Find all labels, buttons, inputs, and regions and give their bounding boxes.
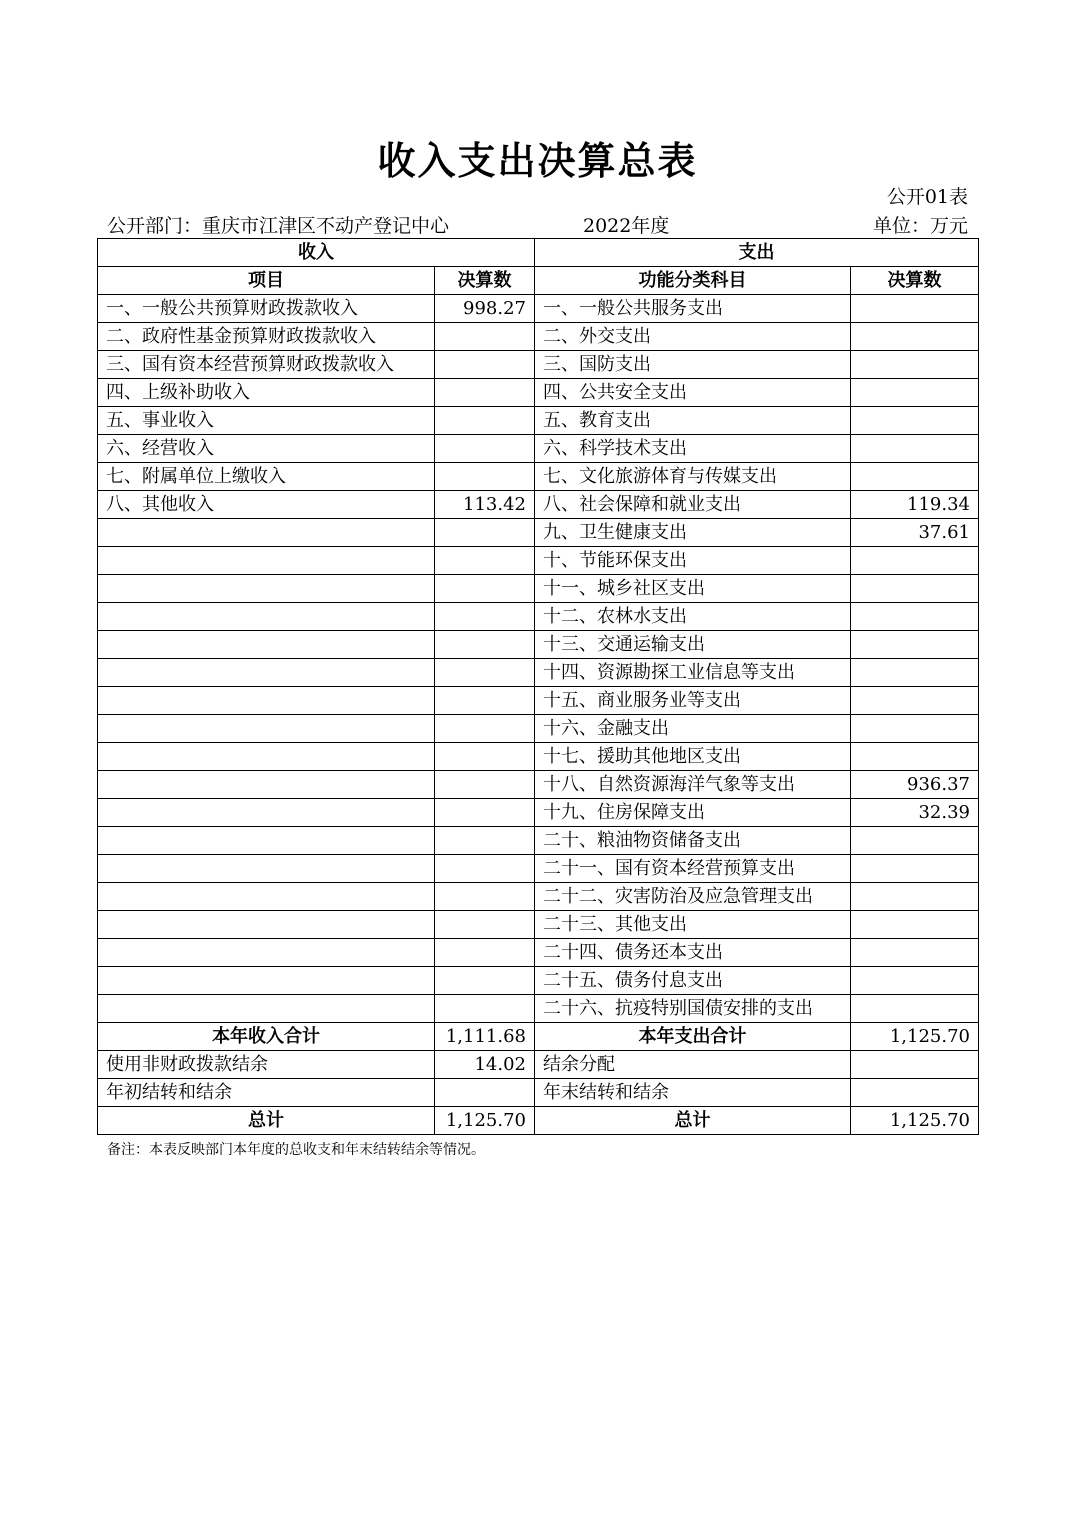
report-meta [107,211,968,237]
income-amount [435,463,535,491]
expense-amount-header: 决算数 [851,267,979,295]
table-row [98,995,979,1023]
table-row [98,659,979,687]
expense-item: 五、教育支出 [535,407,851,435]
income-item [98,575,435,603]
income-amount [435,603,535,631]
expense-amount: 32.39 [851,799,979,827]
income-amount [435,1079,535,1107]
income-amount [435,855,535,883]
expense-item: 四、公共安全支出 [535,379,851,407]
expense-amount [851,295,979,323]
expense-total-amount: 1,125.70 [851,1107,979,1135]
expense-item: 二、外交支出 [535,323,851,351]
table-row [98,911,979,939]
expense-item: 二十一、国有资本经营预算支出 [535,855,851,883]
income-item: 五、事业收入 [98,407,435,435]
expense-item: 二十四、债务还本支出 [535,939,851,967]
income-item: 二、政府性基金预算财政拨款收入 [98,323,435,351]
expense-subtotal-amount: 1,125.70 [851,1023,979,1051]
income-amount [435,911,535,939]
expense-amount: 936.37 [851,771,979,799]
table-row [98,435,979,463]
income-item [98,967,435,995]
expense-amount [851,379,979,407]
income-amount [435,659,535,687]
expense-amount [851,827,979,855]
expense-amount [851,435,979,463]
income-item [98,743,435,771]
expense-item-header: 功能分类科目 [535,267,851,295]
expense-item: 十六、金融支出 [535,715,851,743]
table-row [98,771,979,799]
income-item: 三、国有资本经营预算财政拨款收入 [98,351,435,379]
unit-label: 单位：万元 [872,215,968,237]
summary-table [97,238,979,1135]
total-row [98,1107,979,1135]
expense-amount [851,631,979,659]
fiscal-year: 2022年度 [583,215,670,237]
expense-item: 九、卫生健康支出 [535,519,851,547]
table-row [98,967,979,995]
income-item: 八、其他收入 [98,491,435,519]
table-row [98,743,979,771]
income-group-header: 收入 [98,239,535,267]
expense-item: 二十五、债务付息支出 [535,967,851,995]
income-item: 七、附属单位上缴收入 [98,463,435,491]
group-header-row [98,239,979,267]
income-amount [435,799,535,827]
expense-amount [851,1051,979,1079]
expense-amount [851,659,979,687]
income-item: 一、一般公共预算财政拨款收入 [98,295,435,323]
income-amount: 14.02 [435,1051,535,1079]
income-item [98,687,435,715]
income-amount [435,827,535,855]
income-item: 年初结转和结余 [98,1079,435,1107]
income-amount: 113.42 [435,491,535,519]
income-amount [435,351,535,379]
expense-item: 七、文化旅游体育与传媒支出 [535,463,851,491]
page-title: 收入支出决算总表 [377,139,698,183]
income-amount: 998.27 [435,295,535,323]
income-item [98,883,435,911]
expense-amount [851,323,979,351]
income-amount [435,743,535,771]
expense-item: 十、节能环保支出 [535,547,851,575]
expense-item: 十三、交通运输支出 [535,631,851,659]
expense-item: 十八、自然资源海洋气象等支出 [535,771,851,799]
expense-item: 十九、住房保障支出 [535,799,851,827]
table-row [98,1051,979,1079]
income-amount [435,939,535,967]
income-amount-header: 决算数 [435,267,535,295]
income-item [98,771,435,799]
expense-amount [851,967,979,995]
income-item: 使用非财政拨款结余 [98,1051,435,1079]
table-row [98,407,979,435]
table-row [98,715,979,743]
income-item [98,547,435,575]
expense-amount [851,995,979,1023]
table-row [98,827,979,855]
table-row [98,491,979,519]
income-item [98,603,435,631]
expense-item: 二十二、灾害防治及应急管理支出 [535,883,851,911]
income-amount [435,687,535,715]
expense-amount [851,911,979,939]
expense-amount [851,715,979,743]
expense-item: 八、社会保障和就业支出 [535,491,851,519]
income-item [98,939,435,967]
expense-amount [851,463,979,491]
income-item: 六、经营收入 [98,435,435,463]
income-amount [435,379,535,407]
expense-total-label: 总计 [535,1107,851,1135]
expense-amount [851,575,979,603]
table-row [98,883,979,911]
expense-amount [851,547,979,575]
income-amount [435,631,535,659]
income-amount [435,715,535,743]
expense-amount [851,855,979,883]
expense-amount [851,883,979,911]
income-item: 四、上级补助收入 [98,379,435,407]
income-subtotal-amount: 1,111.68 [435,1023,535,1051]
expense-amount [851,1079,979,1107]
expense-amount: 37.61 [851,519,979,547]
expense-amount: 119.34 [851,491,979,519]
income-item [98,519,435,547]
expense-amount [851,407,979,435]
expense-amount [851,351,979,379]
income-item [98,631,435,659]
expense-item: 十七、援助其他地区支出 [535,743,851,771]
expense-item: 二十三、其他支出 [535,911,851,939]
table-row [98,799,979,827]
table-row [98,855,979,883]
income-item [98,827,435,855]
table-row [98,323,979,351]
expense-amount [851,687,979,715]
expense-item: 十二、农林水支出 [535,603,851,631]
table-row [98,463,979,491]
department-label: 公开部门：重庆市江津区不动产登记中心 [107,215,450,237]
income-item [98,855,435,883]
table-row [98,631,979,659]
income-item [98,799,435,827]
income-amount [435,435,535,463]
expense-amount [851,603,979,631]
income-item [98,715,435,743]
table-row [98,939,979,967]
table-row [98,547,979,575]
table-row [98,379,979,407]
income-item [98,659,435,687]
expense-item: 二十六、抗疫特别国债安排的支出 [535,995,851,1023]
table-row [98,575,979,603]
expense-item: 结余分配 [535,1051,851,1079]
income-total-amount: 1,125.70 [435,1107,535,1135]
income-item [98,911,435,939]
income-amount [435,519,535,547]
expense-item: 年末结转和结余 [535,1079,851,1107]
expense-item: 二十、粮油物资储备支出 [535,827,851,855]
subtotal-row [98,1023,979,1051]
expense-group-header: 支出 [535,239,979,267]
table-row [98,687,979,715]
table-row [98,295,979,323]
income-amount [435,547,535,575]
income-amount [435,575,535,603]
expense-amount [851,743,979,771]
income-amount [435,407,535,435]
income-amount [435,967,535,995]
table-row [98,1079,979,1107]
income-subtotal-label: 本年收入合计 [98,1023,435,1051]
income-amount [435,323,535,351]
income-amount [435,771,535,799]
income-total-label: 总计 [98,1107,435,1135]
expense-item: 十一、城乡社区支出 [535,575,851,603]
income-item [98,995,435,1023]
income-item-header: 项目 [98,267,435,295]
expense-item: 六、科学技术支出 [535,435,851,463]
expense-item: 十四、资源勘探工业信息等支出 [535,659,851,687]
expense-subtotal-label: 本年支出合计 [535,1023,851,1051]
income-amount [435,995,535,1023]
income-amount [435,883,535,911]
table-row [98,519,979,547]
expense-item: 三、国防支出 [535,351,851,379]
expense-item: 十五、商业服务业等支出 [535,687,851,715]
expense-item: 一、一般公共服务支出 [535,295,851,323]
table-row [98,603,979,631]
footnote: 备注：本表反映部门本年度的总收支和年末结转结余等情况。 [107,1142,485,1158]
expense-amount [851,939,979,967]
form-number: 公开01表 [886,186,968,208]
table-row [98,351,979,379]
column-header-row [98,267,979,295]
